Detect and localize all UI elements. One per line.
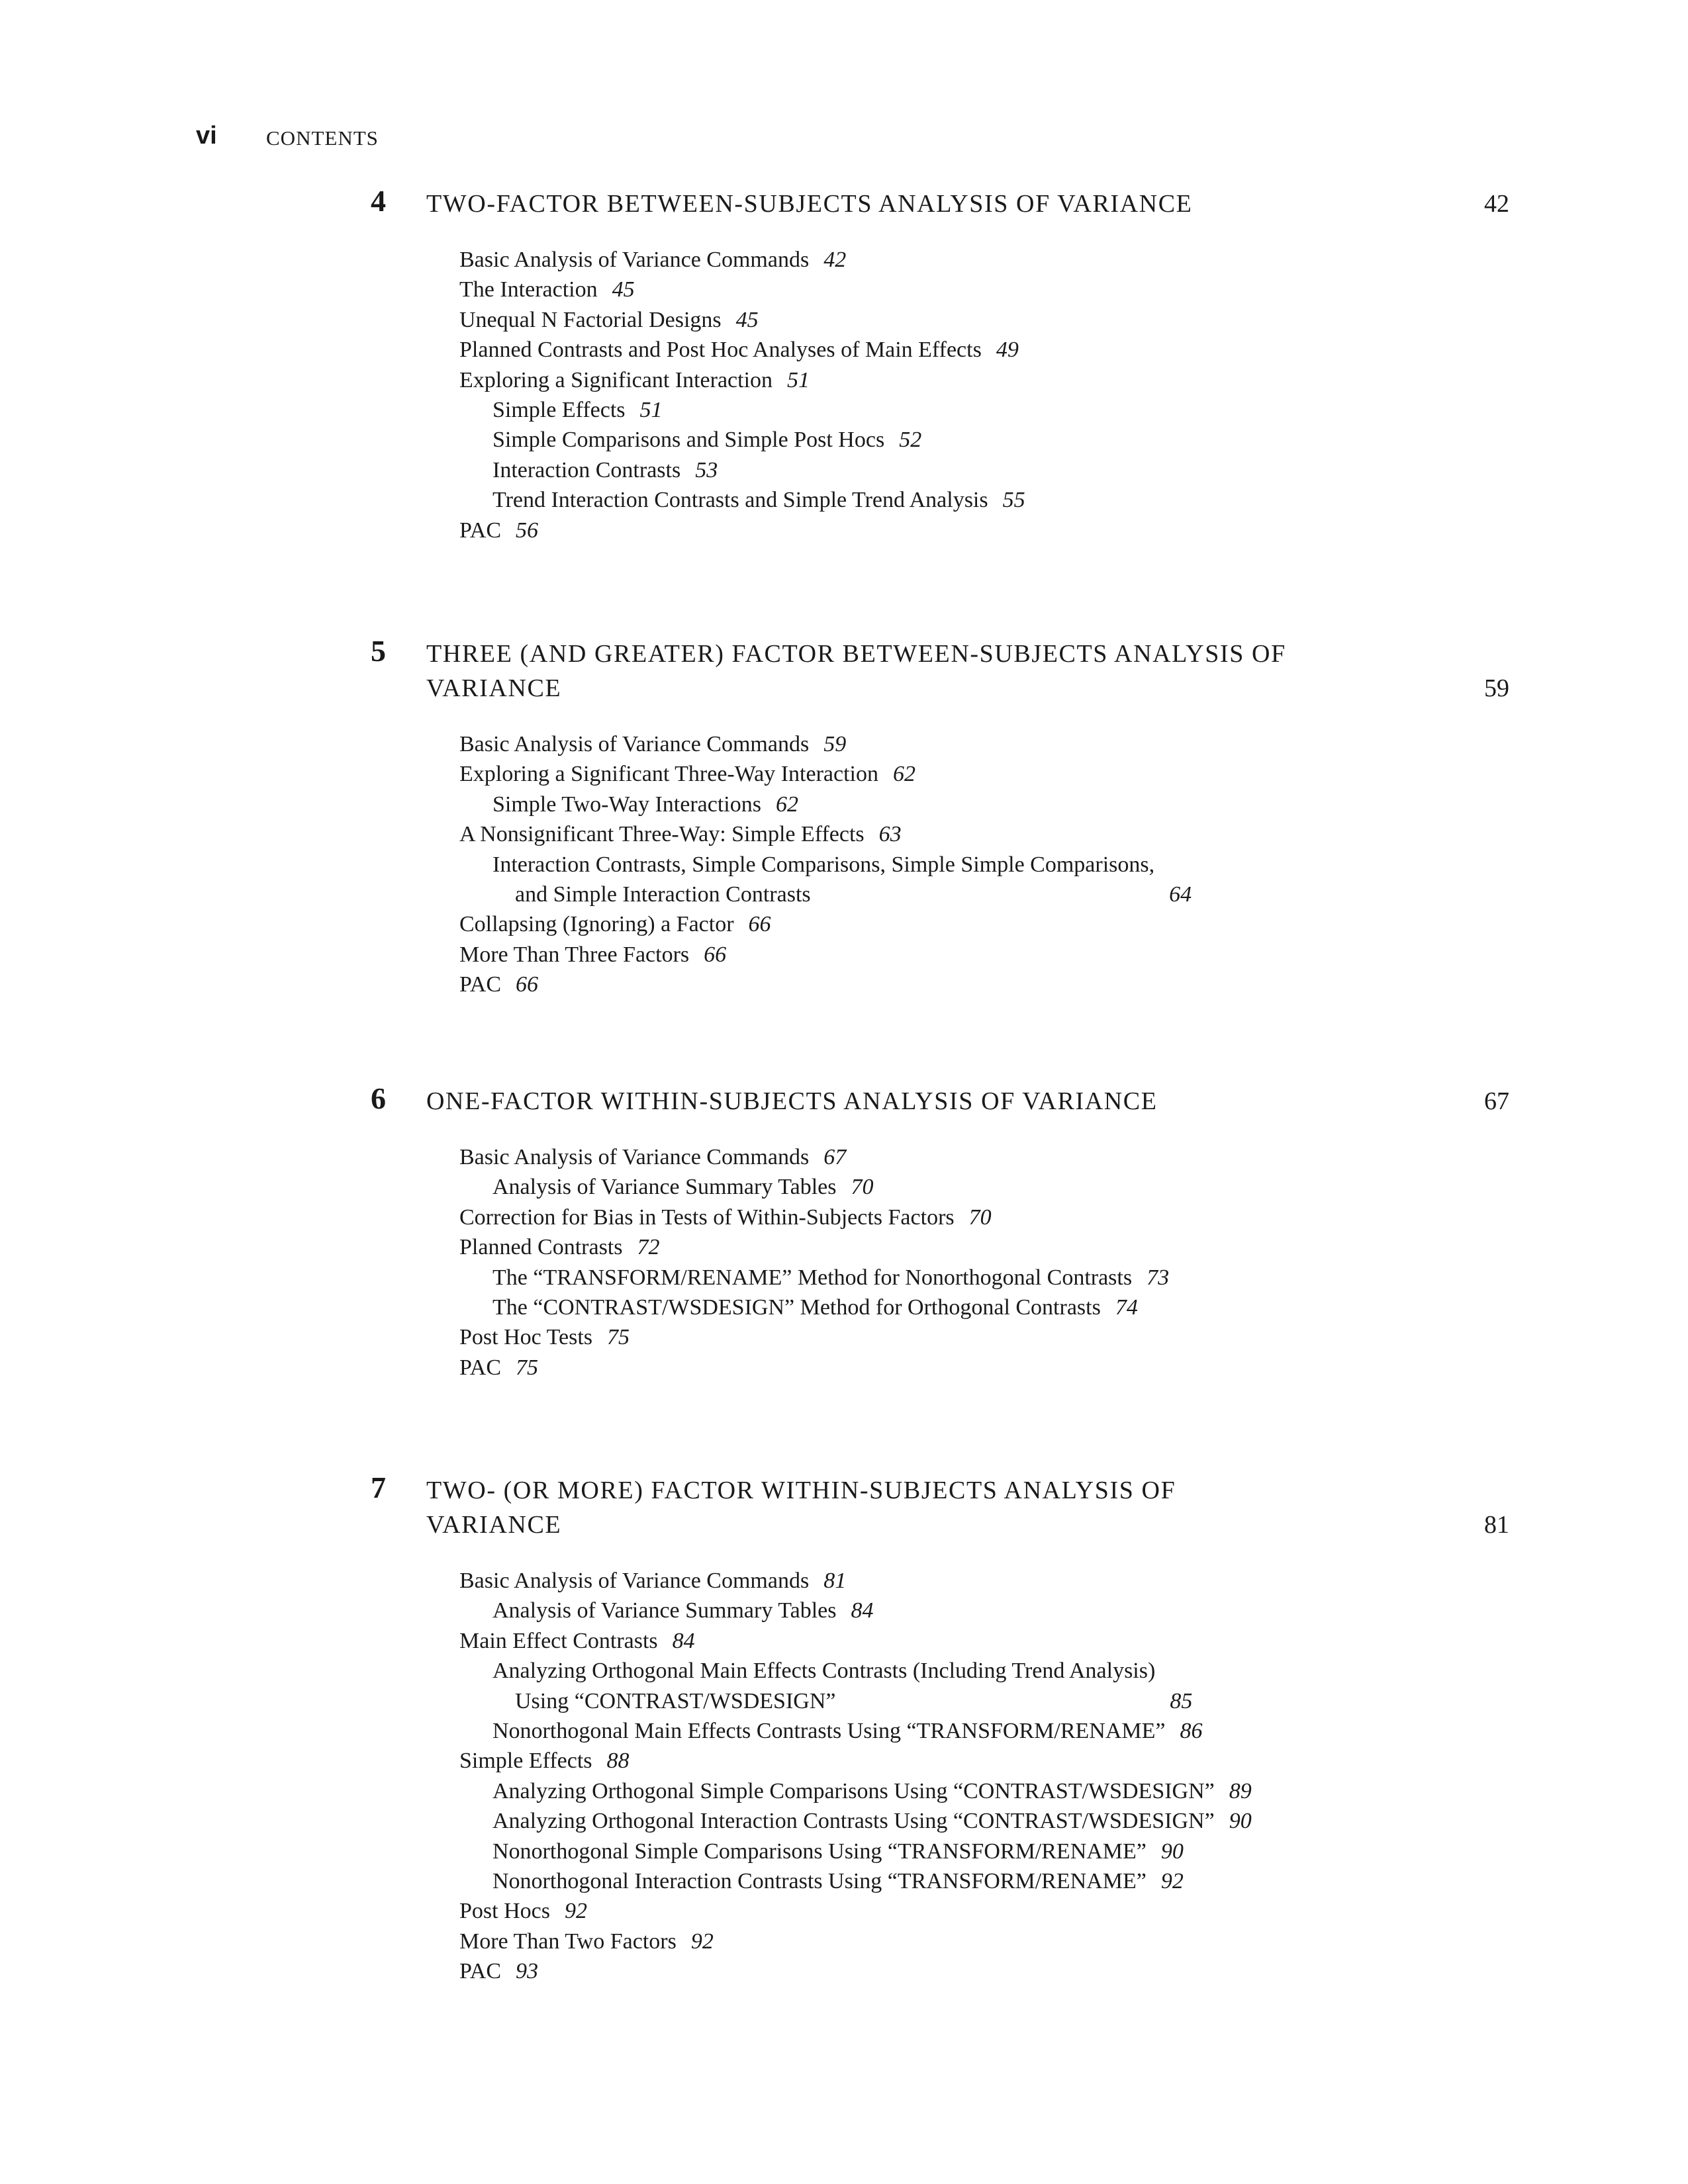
chapter-heading[interactable] <box>371 1081 1509 1118</box>
toc-entry-title: Simple Comparisons and Simple Post Hocs <box>492 428 885 453</box>
toc-entry-title: The “TRANSFORM/RENAME” Method for Nonorthogonal Contrasts <box>492 1265 1133 1290</box>
toc-entry-page: 63 <box>878 822 902 847</box>
toc-entry-title: Planned Contrasts <box>459 1235 623 1260</box>
toc-entry-title: Nonorthogonal Interaction Contrasts Using “TRANSFORM/RENAME” <box>492 1869 1147 1894</box>
chapter-number: 5 <box>371 634 386 668</box>
toc-entry-page: 45 <box>612 277 635 302</box>
toc-entry-page: 84 <box>851 1598 874 1623</box>
toc-entry-page: 84 <box>672 1628 695 1653</box>
toc-entry[interactable] <box>371 909 1509 939</box>
toc-entry[interactable] <box>371 1203 1509 1232</box>
toc-entry[interactable] <box>371 1142 1509 1172</box>
toc-entry-page: 66 <box>516 972 539 997</box>
toc-subentry[interactable] <box>371 790 1509 819</box>
toc-entry-title: More Than Three Factors <box>459 942 690 967</box>
toc-entry-page: 45 <box>735 307 759 332</box>
toc-entry-page: 74 <box>1115 1295 1138 1320</box>
toc-entry[interactable] <box>371 970 1509 999</box>
toc-entry-page: 90 <box>1229 1809 1252 1834</box>
toc-entry-title: The Interaction <box>459 277 598 302</box>
chapter-heading[interactable] <box>371 634 1509 705</box>
chapter-page-number: 67 <box>1484 1087 1509 1115</box>
toc-entry-title: The “CONTRAST/WSDESIGN” Method for Orthogonal Contrasts <box>492 1295 1101 1320</box>
toc-entry-title: Simple Effects <box>492 398 626 423</box>
toc-entry[interactable] <box>371 1322 1509 1352</box>
toc-subentry[interactable] <box>371 1866 1509 1896</box>
toc-entry-title: PAC <box>459 972 502 997</box>
toc-entry-page: 51 <box>639 398 663 423</box>
toc-entry-title: Basic Analysis of Variance Commands <box>459 1145 810 1169</box>
toc-entry-title: Nonorthogonal Simple Comparisons Using “TRANSFORM/RENAME” <box>492 1839 1147 1864</box>
toc-entry-page: 64 <box>1169 882 1192 907</box>
toc-entry-page: 66 <box>748 912 771 937</box>
toc-entry[interactable] <box>371 940 1509 970</box>
toc-entry-page: 86 <box>1180 1719 1203 1744</box>
toc-entry-page: 92 <box>1160 1869 1184 1894</box>
chapter-4 <box>371 184 1509 545</box>
chapter-number: 6 <box>371 1081 386 1115</box>
toc-entry-page: 73 <box>1147 1265 1170 1290</box>
toc-entry-page: 59 <box>823 732 847 756</box>
toc-entry-page: 52 <box>899 428 922 453</box>
toc-entry-title: Interaction Contrasts, Simple Comparisons, Simple Simple Comparisons, and Simple Interaction Contrasts <box>492 852 1155 907</box>
toc-entry[interactable] <box>371 759 1509 789</box>
toc-entry[interactable] <box>371 305 1509 335</box>
chapter-section-list <box>371 729 1509 1000</box>
toc-entry-page: 72 <box>637 1235 660 1260</box>
toc-entry-page: 42 <box>823 248 847 272</box>
toc-entry-page: 90 <box>1160 1839 1184 1864</box>
toc-entry[interactable] <box>371 1566 1509 1596</box>
chapter-title: ONE-FACTOR WITHIN-SUBJECTS ANALYSIS OF VARIANCE <box>426 1087 1158 1115</box>
chapter-5 <box>371 634 1509 1000</box>
chapter-page-number: 81 <box>1484 1511 1509 1539</box>
toc-subentry[interactable] <box>371 455 1509 485</box>
toc-entry[interactable] <box>371 1896 1509 1926</box>
toc-entry-page: 70 <box>851 1175 874 1200</box>
toc-subentry[interactable] <box>371 1263 1509 1293</box>
chapter-page-number: 59 <box>1484 674 1509 702</box>
toc-entry[interactable] <box>371 1232 1509 1262</box>
toc-subentry[interactable] <box>371 395 1509 425</box>
chapter-7 <box>371 1473 1509 1987</box>
toc-entry[interactable] <box>371 1746 1509 1776</box>
toc-subentry[interactable] <box>371 1596 1509 1625</box>
toc-entry[interactable] <box>371 1956 1509 1986</box>
toc-entry-title: Basic Analysis of Variance Commands <box>459 1569 810 1593</box>
toc-entry-page: 88 <box>606 1749 630 1774</box>
toc-entry-page: 49 <box>996 338 1019 363</box>
toc-entry-title: Simple Two-Way Interactions <box>492 792 761 817</box>
toc-subentry[interactable] <box>371 1806 1509 1836</box>
toc-entry-title: Analyzing Orthogonal Interaction Contrasts Using “CONTRAST/WSDESIGN” <box>492 1809 1215 1834</box>
toc-entry-title: Simple Effects <box>459 1749 592 1774</box>
running-head-label: CONTENTS <box>266 126 379 150</box>
toc-entry-title: Analyzing Orthogonal Main Effects Contrasts (Including Trend Analysis) Using “CONTRAST/WSDESIGN” <box>492 1659 1156 1713</box>
toc-entry-page: 67 <box>823 1145 847 1169</box>
toc-entry-title: Analysis of Variance Summary Tables <box>492 1175 837 1200</box>
toc-entry[interactable] <box>371 819 1509 849</box>
toc-entry-title: Collapsing (Ignoring) a Factor <box>459 912 734 937</box>
toc-entry-title: Nonorthogonal Main Effects Contrasts Using “TRANSFORM/RENAME” <box>492 1719 1166 1744</box>
toc-subentry[interactable] <box>371 1776 1509 1806</box>
toc-entry-page: 92 <box>564 1899 587 1924</box>
toc-entry-page: 56 <box>516 518 539 543</box>
toc-entry-title: Analysis of Variance Summary Tables <box>492 1598 837 1623</box>
toc-entry-page: 92 <box>690 1929 714 1954</box>
chapter-number: 4 <box>371 184 386 218</box>
chapter-6 <box>371 1081 1509 1383</box>
chapter-heading[interactable] <box>371 184 1509 221</box>
toc-subentry[interactable] <box>371 1837 1509 1866</box>
toc-entry-title: A Nonsignificant Three-Way: Simple Effects <box>459 822 865 847</box>
toc-entry-title: Post Hoc Tests <box>459 1325 593 1350</box>
chapter-page-number: 42 <box>1484 190 1509 218</box>
chapter-heading[interactable] <box>371 1473 1509 1542</box>
toc-entry-title: Basic Analysis of Variance Commands <box>459 732 810 756</box>
toc-entry-title: Trend Interaction Contrasts and Simple Trend Analysis <box>492 488 988 513</box>
toc-entry-title: Exploring a Significant Three-Way Interaction <box>459 762 878 787</box>
toc-entry-title: PAC <box>459 1959 502 1984</box>
chapter-title: TWO- (OR MORE) FACTOR WITHIN-SUBJECTS ANALYSIS OF VARIANCE <box>426 1477 1176 1539</box>
toc-entry-title: Planned Contrasts and Post Hoc Analyses of Main Effects <box>459 338 982 363</box>
toc-entry[interactable] <box>371 516 1509 545</box>
toc-entry-page: 75 <box>607 1325 630 1350</box>
toc-entry-page: 81 <box>823 1569 847 1593</box>
toc-entry-title: Correction for Bias in Tests of Within-Subjects Factors <box>459 1205 955 1230</box>
toc-entry-page: 70 <box>968 1205 992 1230</box>
chapter-section-list <box>371 1142 1509 1383</box>
toc-entry[interactable] <box>371 365 1509 395</box>
toc-entry-title: More Than Two Factors <box>459 1929 677 1954</box>
toc-entry-title: Post Hocs <box>459 1899 550 1924</box>
toc-entry[interactable] <box>371 1927 1509 1956</box>
toc-entry[interactable] <box>371 335 1509 365</box>
toc-entry-page: 89 <box>1229 1778 1252 1803</box>
toc-entry-page: 51 <box>787 367 810 392</box>
toc-entry[interactable] <box>371 1626 1509 1656</box>
toc-entry-page: 62 <box>892 762 915 787</box>
chapter-number: 7 <box>371 1471 386 1504</box>
toc-entry-page: 85 <box>1170 1688 1193 1713</box>
chapter-title: TWO-FACTOR BETWEEN-SUBJECTS ANALYSIS OF VARIANCE <box>426 190 1193 218</box>
toc-entry-title: Basic Analysis of Variance Commands <box>459 248 810 272</box>
chapter-section-list <box>371 1566 1509 1987</box>
chapter-title: THREE (AND GREATER) FACTOR BETWEEN-SUBJECTS ANALYSIS OF VARIANCE <box>426 640 1286 702</box>
toc-entry-page: 53 <box>695 457 718 482</box>
toc-subentry[interactable] <box>371 1293 1509 1322</box>
toc-entry[interactable] <box>371 729 1509 759</box>
toc-entry-page: 93 <box>516 1959 539 1984</box>
toc-entry-title: PAC <box>459 518 502 543</box>
toc-subentry[interactable] <box>371 485 1509 515</box>
toc-subentry[interactable] <box>371 425 1509 455</box>
toc-subentry[interactable] <box>371 850 1509 910</box>
toc-entry-title: Interaction Contrasts <box>492 457 681 482</box>
toc-entry-title: Unequal N Factorial Designs <box>459 307 722 332</box>
toc-entry-page: 62 <box>775 792 798 817</box>
toc-entry-page: 66 <box>704 942 727 967</box>
toc-entry-title: Exploring a Significant Interaction <box>459 367 773 392</box>
toc-entry-title: Main Effect Contrasts <box>459 1628 658 1653</box>
chapter-section-list <box>371 245 1509 545</box>
toc-entry-title: PAC <box>459 1355 502 1380</box>
toc-entry-title: Analyzing Orthogonal Simple Comparisons Using “CONTRAST/WSDESIGN” <box>492 1778 1215 1803</box>
toc-subentry[interactable] <box>371 1656 1509 1716</box>
toc-entry[interactable] <box>371 245 1509 275</box>
page-folio: vi <box>196 122 217 150</box>
toc-subentry[interactable] <box>371 1172 1509 1202</box>
toc-entry-page: 55 <box>1002 488 1025 513</box>
toc-entry[interactable] <box>371 1353 1509 1383</box>
toc-entry-page: 75 <box>516 1355 539 1380</box>
toc-entry[interactable] <box>371 275 1509 304</box>
toc-subentry[interactable] <box>371 1716 1509 1746</box>
